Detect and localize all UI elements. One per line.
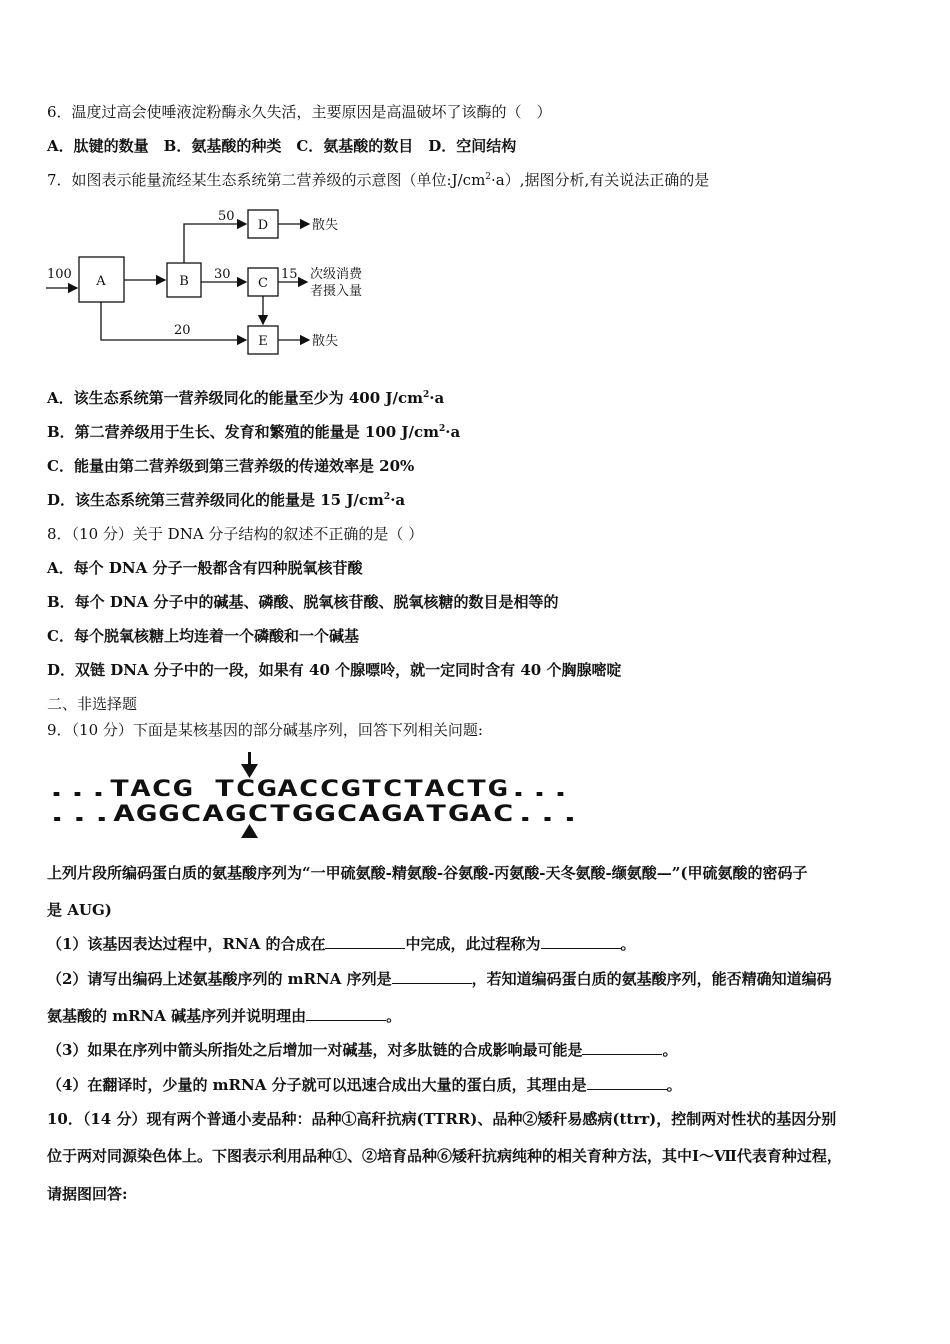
q6-stem: 6．温度过高会使唾液淀粉酶永久失活，主要原因是高温破坏了该酶的（ ） [47, 103, 552, 121]
q9-line-1: 上列片段所编码蛋白质的氨基酸序列为“一甲硫氨酸-精氨酸-谷氨酸-丙氨酸-天冬氨酸-缬氨酸—”(甲硫氨酸的密码子 [47, 864, 808, 882]
q9-part-4 [47, 1075, 682, 1095]
q7-option-a-text: A．该生态系统第一营养级同化的能量至少为 400 J/cm [47, 389, 423, 407]
q10-line-2: 位于两对同源染色体上。下图表示利用品种①、②培育品种⑥矮秆抗病纯种的相关育种方法，其中Ⅰ～Ⅶ代表育种过程， [47, 1147, 842, 1165]
d-out-label: 散失 [312, 218, 339, 233]
q9-part-2-cont [47, 1006, 401, 1026]
q7-option-a-sup: 2 [422, 390, 430, 400]
q7-option-d [47, 490, 405, 510]
q7-option-b [47, 422, 460, 442]
q7-option-d-text: D．该生态系统第三营养级同化的能量是 15 J/cm [47, 491, 384, 509]
dna-top-strand: ...TACG TCGACCGTCTACTG... [46, 777, 571, 802]
q7-stem-sup: 2 [485, 172, 492, 182]
q9-part-4-end: 。 [666, 1076, 682, 1094]
box-a-label: A [96, 274, 106, 289]
q8-stem: 8．（10 分）关于 DNA 分子结构的叙述不正确的是（ ） [47, 525, 424, 543]
q7-option-b-unit: ·a [445, 423, 461, 441]
q8-option-b: B．每个 DNA 分子中的碱基、磷酸、脱氧核苷酸、脱氧核糖的数目是相等的 [47, 593, 559, 611]
q9-part-3-end: 。 [662, 1041, 678, 1059]
q9-part-2-text: （2）请写出编码上述氨基酸序列的 mRNA 序列是 [47, 970, 392, 988]
b-to-d-value: 50 [218, 209, 235, 224]
input-value: 100 [47, 267, 72, 282]
section-heading: 二、非选择题 [47, 695, 138, 713]
q7-stem-text: 7．如图表示能量流经某生态系统第二营养级的示意图（单位:J/cm [47, 171, 486, 189]
q7-option-b-text: B．第二营养级用于生长、发育和繁殖的能量是 100 J/cm [47, 423, 440, 441]
q9-part-1-text: （1）该基因表达过程中，RNA 的合成在 [47, 935, 326, 953]
box-d-label: D [257, 218, 269, 233]
a-to-e-value: 20 [174, 323, 191, 338]
box-e-label: E [258, 334, 268, 349]
dna-bottom-strand: ...AGGCAGCTGGCAGATGAC... [46, 802, 581, 827]
box-c-label: C [258, 276, 268, 291]
dna-sequence-figure [44, 752, 584, 842]
q7-option-b-sup: 2 [439, 424, 446, 434]
q9-part-1 [47, 934, 636, 954]
c-out-label-1: 次级消费 [310, 267, 363, 282]
q7-option-a [47, 388, 444, 408]
answer-blank[interactable] [325, 934, 405, 949]
q9-part-2-text-2: ，若知道编码蛋白质的氨基酸序列，能否精确知道编码 [471, 970, 832, 988]
answer-blank[interactable] [392, 969, 472, 984]
q7-stem [47, 170, 709, 190]
e-out-label: 散失 [312, 334, 339, 349]
q9-part-2-text-3: 氨基酸的 mRNA 碱基序列并说明理由 [47, 1007, 307, 1025]
q8-option-a: A．每个 DNA 分子一般都含有四种脱氧核苷酸 [47, 559, 363, 577]
q9-part-1-text-2: 中完成，此过程称为 [405, 935, 541, 953]
c-out-value: 15 [281, 267, 298, 282]
q7-option-d-unit: ·a [390, 491, 406, 509]
answer-blank[interactable] [541, 934, 621, 949]
energy-flow-diagram [44, 205, 384, 365]
down-arrow-icon [241, 764, 258, 778]
arrow-b-d [184, 224, 246, 263]
answer-blank[interactable] [587, 1075, 667, 1090]
q9-part-2 [47, 969, 832, 989]
q9-part-2-end: 。 [386, 1007, 402, 1025]
q9-part-3 [47, 1040, 677, 1060]
q7-option-c: C．能量由第二营养级到第三营养级的传递效率是 20% [47, 457, 415, 475]
down-arrow-shaft [248, 752, 251, 766]
q9-part-3-text: （3）如果在序列中箭头所指处之后增加一对碱基，对多肽链的合成影响最可能是 [47, 1041, 583, 1059]
q7-stem-text-2: ·a）,据图分析,有关说法正确的是 [491, 171, 710, 189]
q9-part-1-end: 。 [620, 935, 636, 953]
q9-part-4-text: （4）在翻译时，少量的 mRNA 分子就可以迅速合成出大量的蛋白质，其理由是 [47, 1076, 587, 1094]
c-out-label-2: 者摄入量 [310, 284, 363, 299]
q7-option-d-sup: 2 [383, 492, 391, 502]
q8-option-c: C．每个脱氧核糖上均连着一个磷酸和一个碱基 [47, 627, 359, 645]
q6-options: A．肽键的数量 B．氨基酸的种类 C．氨基酸的数目 D．空间结构 [47, 137, 517, 155]
q10-line-3: 请据图回答: [47, 1185, 128, 1203]
q9-line-2: 是 AUG) [47, 901, 112, 919]
answer-blank[interactable] [582, 1040, 662, 1055]
q8-option-d: D．双链 DNA 分子中的一段，如果有 40 个腺嘌呤，就一定同时含有 40 个胸腺嘧啶 [47, 661, 622, 679]
q10-line-1: 10．（14 分）现有两个普通小麦品种：品种①高秆抗病(TTRR)、品种②矮秆易感病(ttrr)，控制两对性状的基因分别 [47, 1110, 837, 1128]
q7-option-a-unit: ·a [429, 389, 445, 407]
b-to-c-value: 30 [214, 267, 231, 282]
answer-blank[interactable] [306, 1006, 386, 1021]
box-b-label: B [179, 274, 189, 289]
q9-stem: 9．（10 分）下面是某核基因的部分碱基序列，回答下列相关问题: [47, 721, 483, 739]
